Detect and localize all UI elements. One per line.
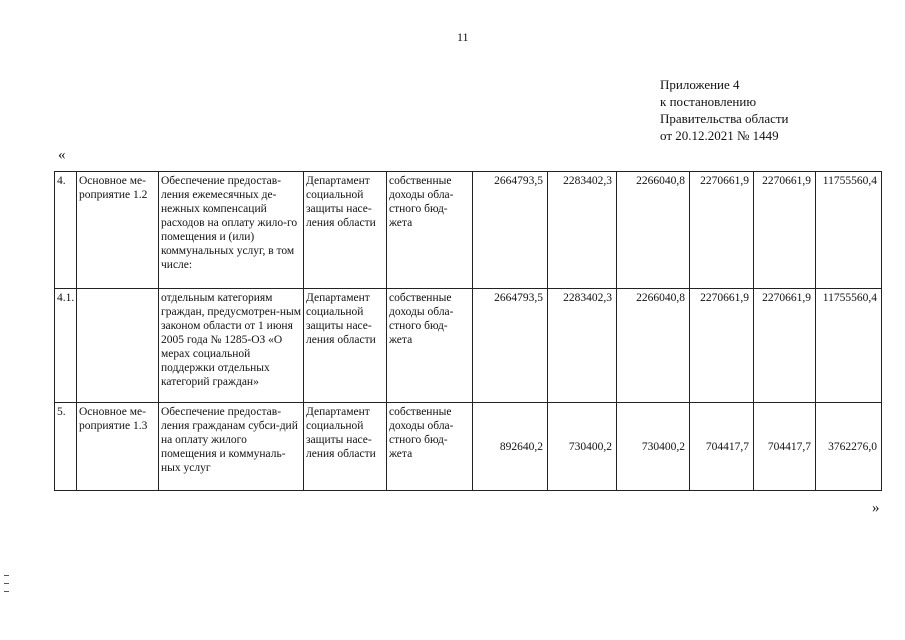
scan-mark	[4, 575, 9, 576]
row-value-2: 2283402,3	[548, 289, 617, 403]
row-value-2: 2283402,3	[548, 172, 617, 289]
row-description: отдельным категориям граждан, предусмотрен-ным законом области от 1 июня 2005 года № 1285-ОЗ «О мерах социальной поддержки отдельных категорий граждан»	[159, 289, 304, 403]
appendix-authority: Правительства области	[660, 111, 789, 126]
appendix-header	[660, 76, 789, 144]
row-value-5: 2270661,9	[754, 289, 816, 403]
table-row	[55, 172, 882, 289]
row-value-3: 2266040,8	[617, 289, 690, 403]
row-description: Обеспечение предостав-ления гражданам субси-дий на оплату жилого помещения и коммуналь-ных услуг	[159, 403, 304, 491]
appendix-date: от 20.12.2021 № 1449	[660, 128, 779, 143]
row-value-5: 2270661,9	[754, 172, 816, 289]
row-number: 4.1.	[55, 289, 77, 403]
scan-mark	[4, 583, 9, 584]
row-value-2: 730400,2	[548, 403, 617, 491]
row-activity	[77, 289, 159, 403]
row-number: 5.	[55, 403, 77, 491]
row-activity: Основное ме-роприятие 1.3	[77, 403, 159, 491]
row-value-1: 2664793,5	[473, 289, 548, 403]
row-number: 4.	[55, 172, 77, 289]
table-row	[55, 403, 882, 491]
row-funding-source: собственные доходы обла-стного бюд-жета	[387, 172, 473, 289]
row-description: Обеспечение предостав-ления ежемесячных де-нежных компенсаций расходов на оплату жило-го помещения и (или) коммунальных услуг, в том числе:	[159, 172, 304, 289]
row-value-5: 704417,7	[754, 403, 816, 491]
table-row	[55, 289, 882, 403]
row-executor: Департамент социальной защиты насе-ления области	[304, 289, 387, 403]
row-value-1: 2664793,5	[473, 172, 548, 289]
row-funding-source: собственные доходы обла-стного бюд-жета	[387, 289, 473, 403]
row-value-total: 11755560,4	[816, 289, 882, 403]
row-funding-source: собственные доходы обла-стного бюд-жета	[387, 403, 473, 491]
quote-open: «	[58, 147, 66, 163]
page-number: 11	[457, 30, 469, 44]
row-value-4: 2270661,9	[690, 172, 754, 289]
row-executor: Департамент социальной защиты насе-ления области	[304, 172, 387, 289]
row-value-1: 892640,2	[473, 403, 548, 491]
row-value-3: 2266040,8	[617, 172, 690, 289]
quote-close: »	[872, 500, 880, 516]
row-value-total: 11755560,4	[816, 172, 882, 289]
row-value-3: 730400,2	[617, 403, 690, 491]
appendix-resolution: к постановлению	[660, 94, 757, 109]
budget-table	[54, 171, 882, 491]
row-value-total: 3762276,0	[816, 403, 882, 491]
row-executor: Департамент социальной защиты насе-ления области	[304, 403, 387, 491]
scan-mark	[4, 591, 9, 592]
appendix-title: Приложение 4	[660, 77, 740, 92]
row-activity: Основное ме-роприятие 1.2	[77, 172, 159, 289]
row-value-4: 2270661,9	[690, 289, 754, 403]
row-value-4: 704417,7	[690, 403, 754, 491]
